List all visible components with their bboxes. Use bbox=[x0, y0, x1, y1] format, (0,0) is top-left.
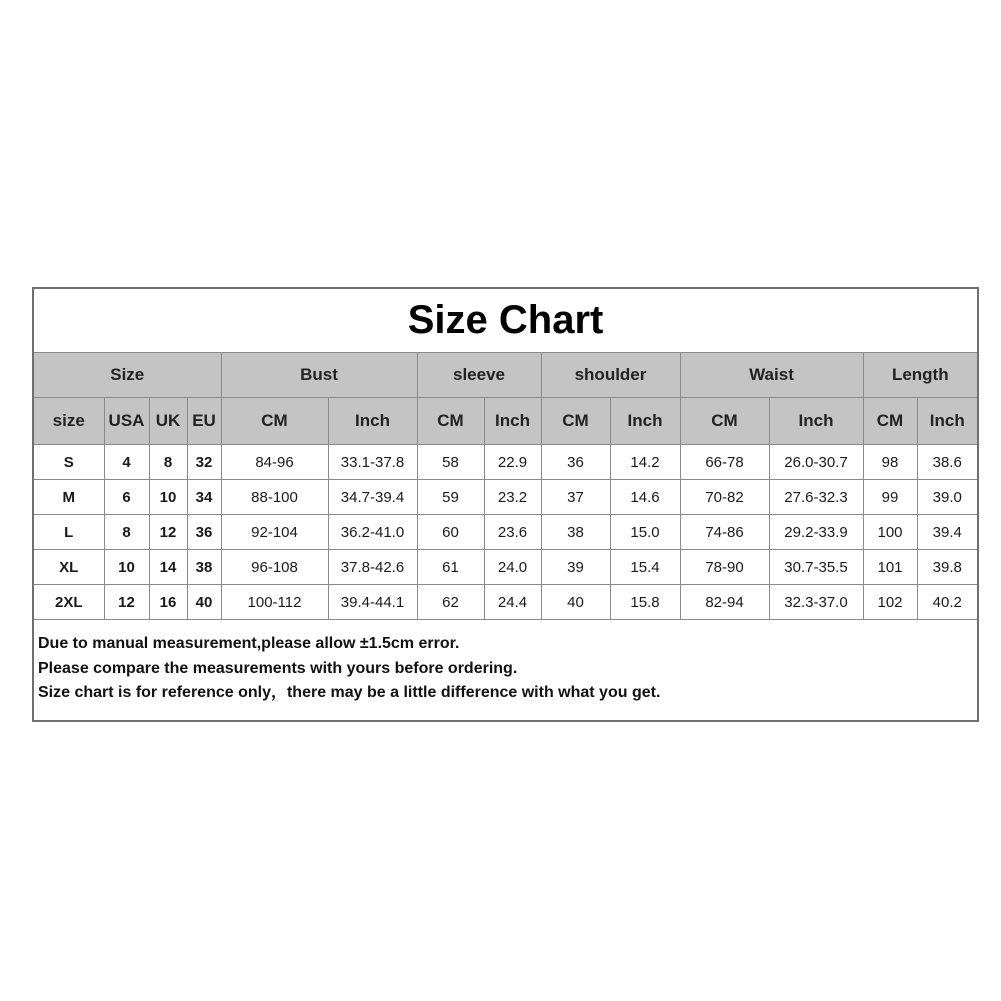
table-cell: 37.8-42.6 bbox=[328, 550, 417, 585]
table-cell: 38.6 bbox=[917, 445, 977, 480]
note-line: Due to manual measurement,please allow ±1.5cm error. bbox=[38, 635, 460, 652]
table-cell: 99 bbox=[863, 480, 917, 515]
table-cell: 2XL bbox=[34, 585, 104, 620]
unit-header: Inch bbox=[769, 398, 863, 445]
table-cell: 12 bbox=[104, 585, 149, 620]
note-line: Size chart is for reference only，there may be a little difference with what you get. bbox=[38, 684, 661, 701]
unit-header: CM bbox=[417, 398, 484, 445]
group-header-size: Size bbox=[34, 353, 221, 398]
table-cell: 23.2 bbox=[484, 480, 541, 515]
table-cell: 62 bbox=[417, 585, 484, 620]
group-header-waist: Waist bbox=[680, 353, 863, 398]
table-cell: 88-100 bbox=[221, 480, 328, 515]
table-cell: 36 bbox=[541, 445, 610, 480]
notes-section bbox=[34, 620, 977, 706]
table-cell: L bbox=[34, 515, 104, 550]
table-cell: 15.0 bbox=[610, 515, 680, 550]
table-cell: 15.4 bbox=[610, 550, 680, 585]
table-cell: 36 bbox=[187, 515, 221, 550]
unit-header: size bbox=[34, 398, 104, 445]
table-cell: 33.1-37.8 bbox=[328, 445, 417, 480]
unit-header: Inch bbox=[610, 398, 680, 445]
table-cell: 98 bbox=[863, 445, 917, 480]
table-cell: 4 bbox=[104, 445, 149, 480]
unit-header-row bbox=[34, 398, 977, 445]
table-cell: 22.9 bbox=[484, 445, 541, 480]
table-cell: 38 bbox=[541, 515, 610, 550]
table-cell: 29.2-33.9 bbox=[769, 515, 863, 550]
table-cell: 78-90 bbox=[680, 550, 769, 585]
table-row bbox=[34, 480, 977, 515]
table-cell: 32 bbox=[187, 445, 221, 480]
table-row bbox=[34, 585, 977, 620]
table-cell: 70-82 bbox=[680, 480, 769, 515]
unit-header: Inch bbox=[328, 398, 417, 445]
note-line: Please compare the measurements with yours before ordering. bbox=[38, 659, 518, 677]
table-cell: 34 bbox=[187, 480, 221, 515]
unit-header: CM bbox=[541, 398, 610, 445]
table-cell: 26.0-30.7 bbox=[769, 445, 863, 480]
table-cell: 39 bbox=[541, 550, 610, 585]
table-cell: 34.7-39.4 bbox=[328, 480, 417, 515]
table-cell: 14 bbox=[149, 550, 187, 585]
table-cell: 23.6 bbox=[484, 515, 541, 550]
unit-header: EU bbox=[187, 398, 221, 445]
table-cell: 40 bbox=[541, 585, 610, 620]
table-cell: 40 bbox=[187, 585, 221, 620]
table-cell: 39.4 bbox=[917, 515, 977, 550]
unit-header: CM bbox=[221, 398, 328, 445]
table-cell: 24.4 bbox=[484, 585, 541, 620]
unit-header: USA bbox=[104, 398, 149, 445]
table-cell: 92-104 bbox=[221, 515, 328, 550]
table-cell: 40.2 bbox=[917, 585, 977, 620]
table-cell: 96-108 bbox=[221, 550, 328, 585]
table-cell: 14.2 bbox=[610, 445, 680, 480]
table-cell: 38 bbox=[187, 550, 221, 585]
table-cell: 61 bbox=[417, 550, 484, 585]
table-cell: 8 bbox=[149, 445, 187, 480]
table-cell: 74-86 bbox=[680, 515, 769, 550]
table-cell: 12 bbox=[149, 515, 187, 550]
table-cell: 39.8 bbox=[917, 550, 977, 585]
table-cell: 10 bbox=[149, 480, 187, 515]
table-cell: 100-112 bbox=[221, 585, 328, 620]
unit-header: Inch bbox=[484, 398, 541, 445]
group-header-sleeve: sleeve bbox=[417, 353, 541, 398]
group-header-length: Length bbox=[863, 353, 977, 398]
table-cell: 30.7-35.5 bbox=[769, 550, 863, 585]
unit-header: Inch bbox=[917, 398, 977, 445]
table-row bbox=[34, 445, 977, 480]
table-row bbox=[34, 550, 977, 585]
unit-header: UK bbox=[149, 398, 187, 445]
table-cell: 27.6-32.3 bbox=[769, 480, 863, 515]
table-cell: 84-96 bbox=[221, 445, 328, 480]
table-cell: 16 bbox=[149, 585, 187, 620]
table-cell: M bbox=[34, 480, 104, 515]
table-cell: XL bbox=[34, 550, 104, 585]
unit-header: CM bbox=[680, 398, 769, 445]
table-cell: 37 bbox=[541, 480, 610, 515]
table-cell: 14.6 bbox=[610, 480, 680, 515]
table-cell: 82-94 bbox=[680, 585, 769, 620]
table-cell: 39.4-44.1 bbox=[328, 585, 417, 620]
group-header-shoulder: shoulder bbox=[541, 353, 680, 398]
group-header-row bbox=[34, 353, 977, 398]
table-cell: 8 bbox=[104, 515, 149, 550]
table-cell: 102 bbox=[863, 585, 917, 620]
table-cell: S bbox=[34, 445, 104, 480]
table-cell: 32.3-37.0 bbox=[769, 585, 863, 620]
table-cell: 39.0 bbox=[917, 480, 977, 515]
table-cell: 10 bbox=[104, 550, 149, 585]
page-title: Size Chart bbox=[34, 289, 977, 353]
table-cell: 100 bbox=[863, 515, 917, 550]
table-cell: 66-78 bbox=[680, 445, 769, 480]
table-cell: 59 bbox=[417, 480, 484, 515]
size-chart-table bbox=[34, 289, 977, 620]
title-row bbox=[34, 289, 977, 353]
table-cell: 15.8 bbox=[610, 585, 680, 620]
table-cell: 36.2-41.0 bbox=[328, 515, 417, 550]
table-cell: 60 bbox=[417, 515, 484, 550]
table-cell: 24.0 bbox=[484, 550, 541, 585]
table-cell: 58 bbox=[417, 445, 484, 480]
table-cell: 6 bbox=[104, 480, 149, 515]
group-header-bust: Bust bbox=[221, 353, 417, 398]
unit-header: CM bbox=[863, 398, 917, 445]
table-row bbox=[34, 515, 977, 550]
size-chart-sheet bbox=[32, 287, 979, 722]
table-cell: 101 bbox=[863, 550, 917, 585]
